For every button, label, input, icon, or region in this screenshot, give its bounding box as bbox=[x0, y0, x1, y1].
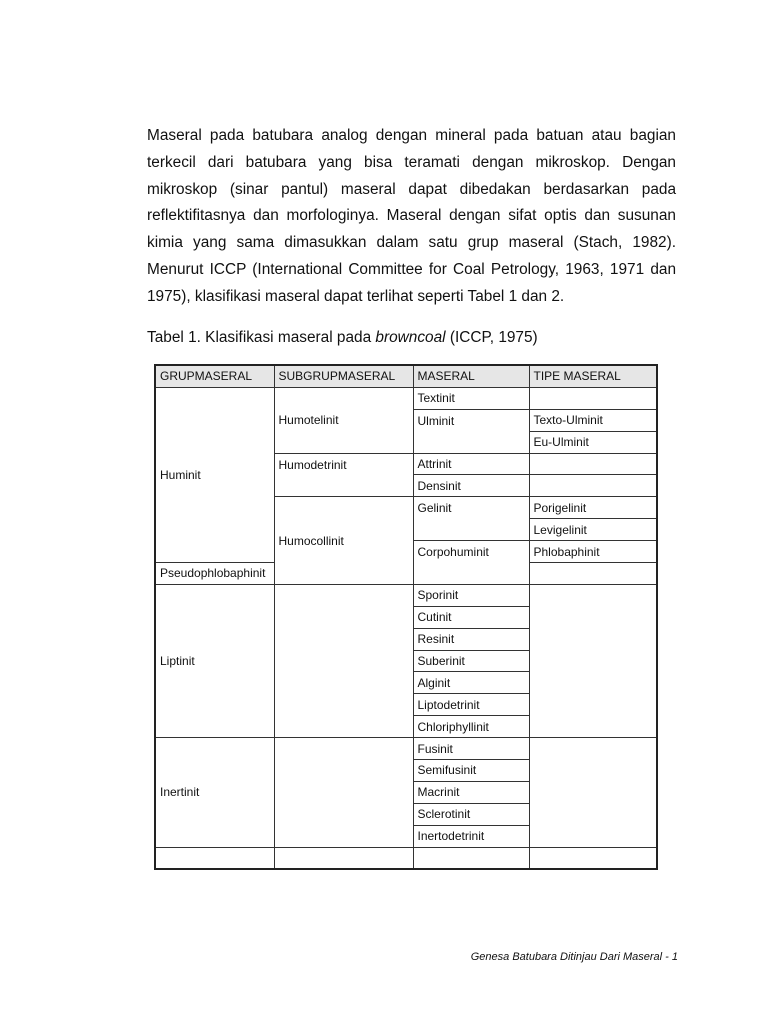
maceral-cell: Resinit bbox=[413, 628, 529, 650]
empty-cell bbox=[274, 847, 413, 869]
maceral-cell: Sclerotinit bbox=[413, 803, 529, 825]
group-inertinit: Inertinit bbox=[155, 738, 274, 847]
table-row bbox=[155, 584, 657, 606]
maceral-cell: Macrinit bbox=[413, 781, 529, 803]
body-paragraph: Maseral pada batubara analog dengan mineral pada batuan atau bagian terkecil dari batubara yang bisa teramati dengan mikroskop. Dengan mikroskop (sinar pantul) maseral dapat dibedakan berdasarkan pada reflektifitasnya dan morfologinya. Maseral dengan sifat optis dan susunan kimia yang sama dimasukkan dalam satu grup maseral (Stach, 1982). Menurut ICCP (International Committee for Coal Petrology, 1963, 1971 dan 1975), klasifikasi maseral dapat terlihat seperti Tabel 1 dan 2. bbox=[147, 127, 676, 305]
maceral-cell: Semifusinit bbox=[413, 760, 529, 782]
maceral-classification-table bbox=[154, 364, 658, 870]
maceral-cell: Inertodetrinit bbox=[413, 825, 529, 847]
group-huminit: Huminit bbox=[155, 387, 274, 562]
subgroup-humodetrinit: Humodetrinit bbox=[274, 453, 413, 497]
maceral-cell: Attrinit bbox=[413, 453, 529, 475]
maceral-cell: Textinit bbox=[413, 387, 529, 409]
type-cell: Pseudophlobaphinit bbox=[155, 563, 274, 585]
group-liptinit: Liptinit bbox=[155, 584, 274, 737]
header-maceral: MASERAL bbox=[413, 365, 529, 387]
table-caption bbox=[147, 327, 707, 349]
maceral-cell: Suberinit bbox=[413, 650, 529, 672]
caption-italic: browncoal bbox=[375, 329, 446, 346]
caption-suffix: (ICCP, 1975) bbox=[445, 329, 538, 346]
maceral-cell: Liptodetrinit bbox=[413, 694, 529, 716]
empty-cell bbox=[155, 847, 274, 869]
maceral-cell: Gelinit bbox=[413, 497, 529, 541]
empty-cell bbox=[529, 847, 657, 869]
type-cell bbox=[529, 453, 657, 475]
type-cell bbox=[529, 475, 657, 497]
subgroup-humocollinit: Humocollinit bbox=[274, 497, 413, 585]
maceral-cell: Corpohuminit bbox=[413, 541, 529, 585]
maceral-cell: Sporinit bbox=[413, 584, 529, 606]
caption-prefix: Tabel 1. Klasifikasi maseral pada bbox=[147, 329, 376, 346]
header-subgroup: SUBGRUPMASERAL bbox=[274, 365, 413, 387]
table-row-empty bbox=[155, 847, 657, 869]
type-cell: Porigelinit bbox=[529, 497, 657, 519]
maceral-cell: Fusinit bbox=[413, 738, 529, 760]
maceral-cell: Chloriphyllinit bbox=[413, 716, 529, 738]
maceral-cell: Densinit bbox=[413, 475, 529, 497]
subgroup-empty bbox=[274, 738, 413, 847]
maceral-cell: Alginit bbox=[413, 672, 529, 694]
type-cell: Eu-Ulminit bbox=[529, 431, 657, 453]
header-type: TIPE MASERAL bbox=[529, 365, 657, 387]
type-empty bbox=[529, 584, 657, 737]
type-cell: Texto-Ulminit bbox=[529, 409, 657, 431]
subgroup-empty bbox=[274, 584, 413, 737]
maceral-cell: Cutinit bbox=[413, 606, 529, 628]
table-row bbox=[155, 387, 657, 409]
type-cell: Levigelinit bbox=[529, 519, 657, 541]
table-row bbox=[155, 738, 657, 760]
maceral-cell: Ulminit bbox=[413, 409, 529, 453]
header-group: GRUPMASERAL bbox=[155, 365, 274, 387]
empty-cell bbox=[413, 847, 529, 869]
type-cell bbox=[529, 387, 657, 409]
subgroup-humotelinit: Humotelinit bbox=[274, 387, 413, 453]
type-empty bbox=[529, 738, 657, 847]
table-header-row bbox=[155, 365, 657, 387]
page-footer: Genesa Batubara Ditinjau Dari Maseral - 1 bbox=[470, 951, 678, 963]
type-cell: Phlobaphinit bbox=[529, 541, 657, 563]
